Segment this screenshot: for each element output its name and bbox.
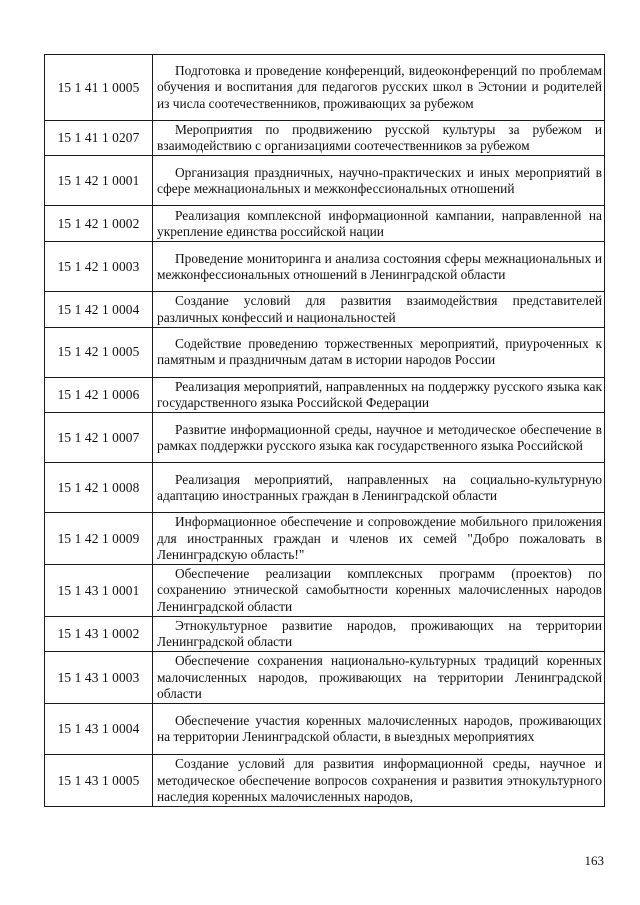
description-cell: Проведение мониторинга и анализа состояния сферы межнациональных и межконфессиональных отношений в Ленинградской области [153,242,605,292]
description-cell: Развитие информационной среды, научное и методическое обеспечение в рамках поддержки русского языка как государственного языка Российской [153,413,605,463]
code-cell: 15 1 41 1 0005 [45,55,153,121]
code-cell: 15 1 42 1 0008 [45,463,153,513]
budget-code-table [44,54,605,807]
table-row [45,292,605,327]
table-row [45,616,605,651]
description-cell: Обеспечение реализации комплексных программ (проектов) по сохранению этнической самобытности коренных малочисленных народов Ленинградской области [153,565,605,617]
description-cell: Реализация мероприятий, направленных на поддержку русского языка как государственного языка Российской Федерации [153,377,605,412]
table-row [45,55,605,121]
code-cell: 15 1 43 1 0005 [45,755,153,807]
code-cell: 15 1 43 1 0004 [45,704,153,755]
table-row [45,513,605,565]
code-cell: 15 1 42 1 0003 [45,242,153,292]
code-cell: 15 1 42 1 0005 [45,327,153,377]
table-row [45,463,605,513]
table-row [45,565,605,617]
table-row [45,242,605,292]
table-row [45,121,605,156]
table-row [45,755,605,807]
description-cell: Обеспечение сохранения национально-культурных традиций коренных малочисленных народов, проживающих на территории Ленинградской области [153,652,605,704]
code-cell: 15 1 42 1 0009 [45,513,153,565]
code-cell: 15 1 42 1 0001 [45,156,153,206]
page-number: 163 [584,853,604,868]
description-cell: Создание условий для развития взаимодействия представителей различных конфессий и национальностей [153,292,605,327]
code-cell: 15 1 43 1 0003 [45,652,153,704]
table-row [45,413,605,463]
code-cell: 15 1 42 1 0004 [45,292,153,327]
code-cell: 15 1 42 1 0002 [45,206,153,242]
description-cell: Организация праздничных, научно-практических и иных мероприятий в сфере межнациональных и межконфессиональных отношений [153,156,605,206]
description-cell: Реализация мероприятий, направленных на социально-культурную адаптацию иностранных граждан в Ленинградской области [153,463,605,513]
description-cell: Создание условий для развития информационной среды, научное и методическое обеспечение вопросов сохранения и развития этнокультурного наследия коренных малочисленных народов, [153,755,605,807]
code-cell: 15 1 43 1 0001 [45,565,153,617]
code-cell: 15 1 41 1 0207 [45,121,153,156]
description-cell: Обеспечение участия коренных малочисленных народов, проживающих на территории Ленинградской области, в выездных мероприятиях [153,704,605,755]
code-cell: 15 1 43 1 0002 [45,616,153,651]
description-cell: Мероприятия по продвижению русской культуры за рубежом и взаимодействию с организациями соотечественников за рубежом [153,121,605,156]
table-row [45,206,605,242]
table-row [45,652,605,704]
description-cell: Информационное обеспечение и сопровождение мобильного приложения для иностранных граждан и членов их семей "Добро пожаловать в Ленинградскую область!" [153,513,605,565]
table-body [45,55,605,807]
description-cell: Реализация комплексной информационной кампании, направленной на укрепление единства российской нации [153,206,605,242]
description-cell: Содействие проведению торжественных мероприятий, приуроченных к памятным и праздничным датам в истории народов России [153,327,605,377]
table-row [45,704,605,755]
code-cell: 15 1 42 1 0007 [45,413,153,463]
code-cell: 15 1 42 1 0006 [45,377,153,412]
table-row [45,327,605,377]
table-row [45,156,605,206]
table-row [45,377,605,412]
description-cell: Подготовка и проведение конференций, видеоконференций по проблемам обучения и воспитания для педагогов русских школ в Эстонии и родителей из числа соотечественников, проживающих за рубежом [153,55,605,121]
description-cell: Этнокультурное развитие народов, проживающих на территории Ленинградской области [153,616,605,651]
